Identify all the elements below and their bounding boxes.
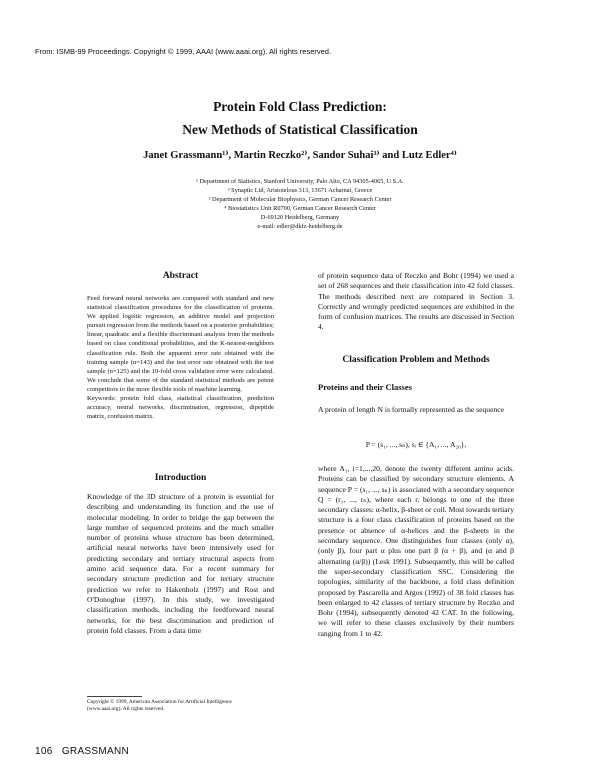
copyright-note [87,699,277,713]
abstract-heading: Abstract [162,271,199,281]
copyright-line-1: Copyright © 1999, American Association for Artificial Intelligence [87,699,232,705]
running-head: GRASSMANN [61,746,129,757]
methods-heading: Classification Problem and Methods [342,355,490,365]
classification-paragraph: where A₁, i=1,...,20, denote the twenty different amino acids. Proteins can be classified by secondary structure elements. A sequence P = (s₁, ..., sₙ) is associated with a secondary sequence Q = (r₁, ..., rₙ), where each rᵢ belongs to one of the three secondary classes: α-helix, β-sheet or coil. Most towards tertiary structure is a four class classification of proteins based on the presence or absence of α-helices and the β-sheets in the secondary sequence. One distinguishes four classes (only α), (only β), four part α plus one part β (α + β), and (α and β alternating (α/β)) (Lesk 1991). Subsequently, this will be called the super-secondary classification SSC. Considering the topologies, similarity of the backbone, a fold class definition proposed by Pascarella and Argos (1992) of 38 fold classes has been enlarged to 42 classes of tertiary structure by Reczko and Bohr (1994), subsequently denoted 42 CAT. In the following, we will refer to these classes exclusively by their numbers ranging from 1 to 42. [318,464,514,638]
affiliation-address: D-69120 Heidelberg, Germany [260,214,340,222]
protein-definition: A protein of length N is formally represented as the sequence [318,405,504,414]
source-line: From: ISMB-99 Proceedings. Copyright © 1999, AAAI (www.aaai.org). All rights reserved. [35,47,332,56]
abstract-body [87,294,274,421]
author-list: Janet Grassmann¹⁾, Martin Reczko²⁾, Sandor Suhai³⁾ and Lutz Edler⁴⁾ [143,150,457,161]
proteins-subheading: Proteins and their Classes [318,382,412,392]
page-footer [35,746,129,757]
affiliations [0,177,600,232]
affiliation-3: ³ Department of Molecular Biophysics, German Cancer Research Center [208,196,392,204]
abstract-text: Feed forward neural networks are compared with standard and new statistical classification procedures for the classification of proteins. We applied logistic regression, an additive model and projection pursuit regression from the methods based on a posterior probabilities; linear, quadratic and a flexible discriminant analysis from the methods based on class conditional probabilities, and the K-nearest-neighbors classification rule. Both the apparent error rate obtained with the training sample (n=143) and the test error rate obtained with the test sample (n=125) and the 10-fold cross validation error were calculated. We conclude that some of the standard statistical methods are potent competitors to the more flexible tools of machine learning. [87,295,274,393]
keywords: Keywords: protein fold class, statistical classification, prediction accuracy, neural networks, discrimination, regression, dipeptide matrix, confusion matrix. [87,395,274,421]
affiliation-4: ⁴ Biostatistics Unit R0700, German Cancer Research Center [224,205,376,213]
title-line-1: Protein Fold Class Prediction: [213,99,387,114]
intro-continued: of protein sequence data of Reczko and Bohr (1994) we used a set of 268 sequences and their classification into 42 fold classes. The methods described next are compared in Section 3. Correctly and wrongly predicted sequences are exhibited in the form of confusion matrices. The results are discussed in Section 4. [318,271,514,332]
footnote-rule [87,696,142,697]
introduction-heading: Introduction [154,473,207,483]
affiliation-email: e-mail: edler@dkfz-heidelberg.de [257,223,343,231]
affiliation-2: ² Synaptic Ltd, Aristotelous 313, 13671 Acharnai, Greece [227,187,373,195]
introduction-body: Knowledge of the 3D structure of a protein is essential for describing and understanding its function and the use of molecular modeling. In order to bridge the gap between the large number of sequenced proteins and the much smaller number of proteins whose structure has been determined, artificial neural networks have been intensively used for predicting secondary and tertiary structural aspects from amino acid sequence data. For a recent summary for secondary structure prediction and for tertiary structure prediction we refer to Hakenholz (1997) and Rost and O'Donoghue (1997). In this study, we investigated classification methods, including the feedforward neural networks, for the best discrimination and prediction of protein fold classes. From a data time [87,492,274,635]
affiliation-1: ¹ Department of Statistics, Stanford University, Palo Alto, CA 94305-4065, U.S.A. [196,178,404,185]
sequence-formula: P = (s₁, ..., sₙ), sᵢ ∈ {A₁, ..., A₂₀}, [365,440,467,449]
page-number: 106 [35,746,53,757]
copyright-line-2: (www.aaai.org). All rights reserved. [87,706,165,712]
title-line-2: New Methods of Statistical Classification [182,122,418,137]
